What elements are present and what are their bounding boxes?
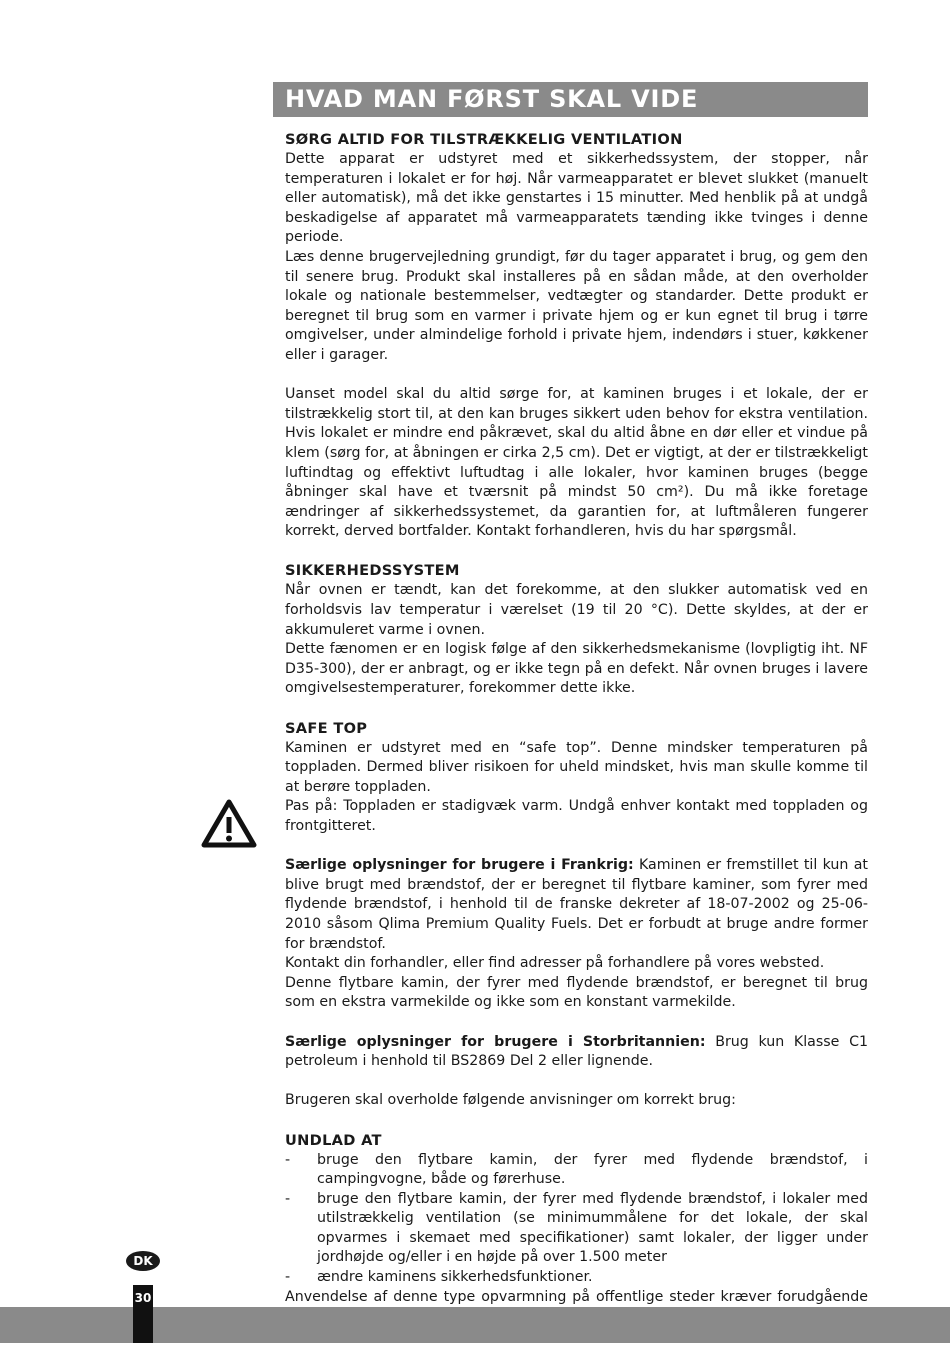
- page-title: HVAD MAN FØRST SKAL VIDE: [285, 85, 699, 113]
- france-notice-text: Kaminen er fremstillet til kun at blive brugt med brændstof, der er beregnet til flytbare kaminer, som fyrer med flydende brændstof, i henhold til de franske dekreter af 18-07-2002 og 25-06-2010 såsom Qlima Premium Quality Fuels. Det er forbudt at bruge andre former for brændstof.: [285, 857, 868, 952]
- france-notice: [285, 856, 868, 954]
- main-content: [285, 130, 868, 1346]
- uk-notice: [285, 1033, 868, 1072]
- page-number-strip: [133, 1285, 153, 1343]
- ventilation-paragraph-3: Uanset model skal du altid sørge for, at kaminen bruges i et lokale, der er tilstrækkelig stort til, at den kan bruges sikkert uden behov for ekstra ventilation. Hvis lokalet er mindre end påkrævet, skal du altid åbne en dør eller et vindue på klem (sørg for, at åbningen er cirka 2,5 cm). Det er vigtigt, at der er tilstrækkeligt luftindtag og effektivt luftudtag i alle lokaler, hvor kaminen bruges (begge åbninger skal have et tværsnit på mindst 50 cm²). Du må ikke foretage ændringer af sikkerhedssystemet, da garantien for, at luftmåleren fungerer korrekt, derved bortfalder. Kontakt forhandleren, hvis du har spørgsmål.: [285, 386, 868, 540]
- france-notice-lead: Særlige oplysninger for brugere i Frankrig:: [285, 857, 634, 874]
- avoid-closing-paragraph: Anvendelse af denne type opvarmning på offentlige steder kræver forudgående: [285, 1288, 868, 1305]
- safetop-paragraph-2: Pas på: Toppladen er stadigvæk varm. Undgå enhver kontakt med toppladen og frontgitteret.: [285, 798, 868, 834]
- avoid-list-item: - bruge den flytbare kamin, der fyrer med flydende brændstof, i campingvogne, både og førerhuse.: [285, 1151, 868, 1190]
- section-heading-safe-top: SAFE TOP: [285, 719, 368, 737]
- france-paragraph-2: Kontakt din forhandler, eller find adresser på forhandlere på vores websted.: [285, 955, 825, 972]
- safety-paragraph-1: Når ovnen er tændt, kan det forekomme, at den slukker automatisk ved en forholdsvis lav temperatur i værelset (19 til 20 °C). Dette skyldes, at der er akkumuleret varme i ovnen.: [285, 582, 868, 638]
- section-heading-avoid: UNDLAD AT: [285, 1131, 382, 1149]
- section-heading-ventilation: SØRG ALTID FOR TILSTRÆKKELIG VENTILATION: [285, 131, 683, 148]
- safetop-paragraph-1: Kaminen er udstyret med en “safe top”. Denne mindsker temperaturen på toppladen. Dermed bliver risikoen for uheld mindsket, hvis man skulle komme til at berøre toppladen.: [285, 739, 868, 795]
- ventilation-paragraph-1: Dette apparat er udstyret med et sikkerhedssystem, der stopper, når temperaturen i lokalet er for høj. Når varmeapparatet er blevet slukket (manuelt eller automatisk), må det ikke genstartes i 15 minutter. Med henblik på at undgå beskadigelse af apparatet må varmeapparatets tænding ikke tvinges i denne periode.: [285, 151, 868, 246]
- warning-triangle-icon: [200, 798, 258, 850]
- section-heading-safety-system: SIKKERHEDSSYSTEM: [285, 562, 460, 580]
- uk-notice-text: Brug kun Klasse C1 petroleum i henhold til BS2869 Del 2 eller lignende.: [285, 1033, 869, 1070]
- language-badge: DK: [126, 1251, 160, 1271]
- ventilation-paragraph-2: Læs denne brugervejledning grundigt, før du tager apparatet i brug, og gem den til senere brug. Produkt skal installeres på en sådan måde, at den overholder lokale og nationale bestemmelser, vedtægter og standarder. Dette produkt er beregnet til brug som en varmer i private hjem og er kun egnet til brug i tørre omgivelser, under almindelige forhold i private hjem, indendørs i stuer, køkkener eller i garager.: [285, 248, 868, 363]
- avoid-list: [285, 1151, 868, 1288]
- instructions-intro: Brugeren skal overholde følgende anvisninger om korrekt brug:: [285, 1092, 736, 1109]
- section-header-bar: [273, 82, 868, 117]
- france-paragraph-3: Denne flytbare kamin, der fyrer med flydende brændstof, er beregnet til brug som en ekstra varmekilde og ikke som en konstant varmekilde.: [285, 974, 868, 1011]
- avoid-list-item: - bruge den flytbare kamin, der fyrer med flydende brændstof, i lokaler med utilstrækkelig ventilation (se minimummålene for det lokale, der skal opvarmes i skemaet med specifikationer) samt lokaler, der ligger under jordhøjde og/eller i en højde på over 1.500 meter: [285, 1190, 868, 1268]
- uk-notice-lead: Særlige oplysninger for brugere i Storbritannien:: [285, 1033, 706, 1050]
- page-number: 30: [134, 1291, 152, 1305]
- avoid-list-item: - ændre kaminens sikkerhedsfunktioner.: [285, 1268, 868, 1288]
- safety-paragraph-2: Dette fænomen er en logisk følge af den sikkerhedsmekanisme (lovpligtig iht. NF D35-300), der er anbragt, og er ikke tegn på en defekt. Når ovnen bruges i lavere omgivelsestemperaturer, forekommer dette ikke.: [285, 641, 868, 697]
